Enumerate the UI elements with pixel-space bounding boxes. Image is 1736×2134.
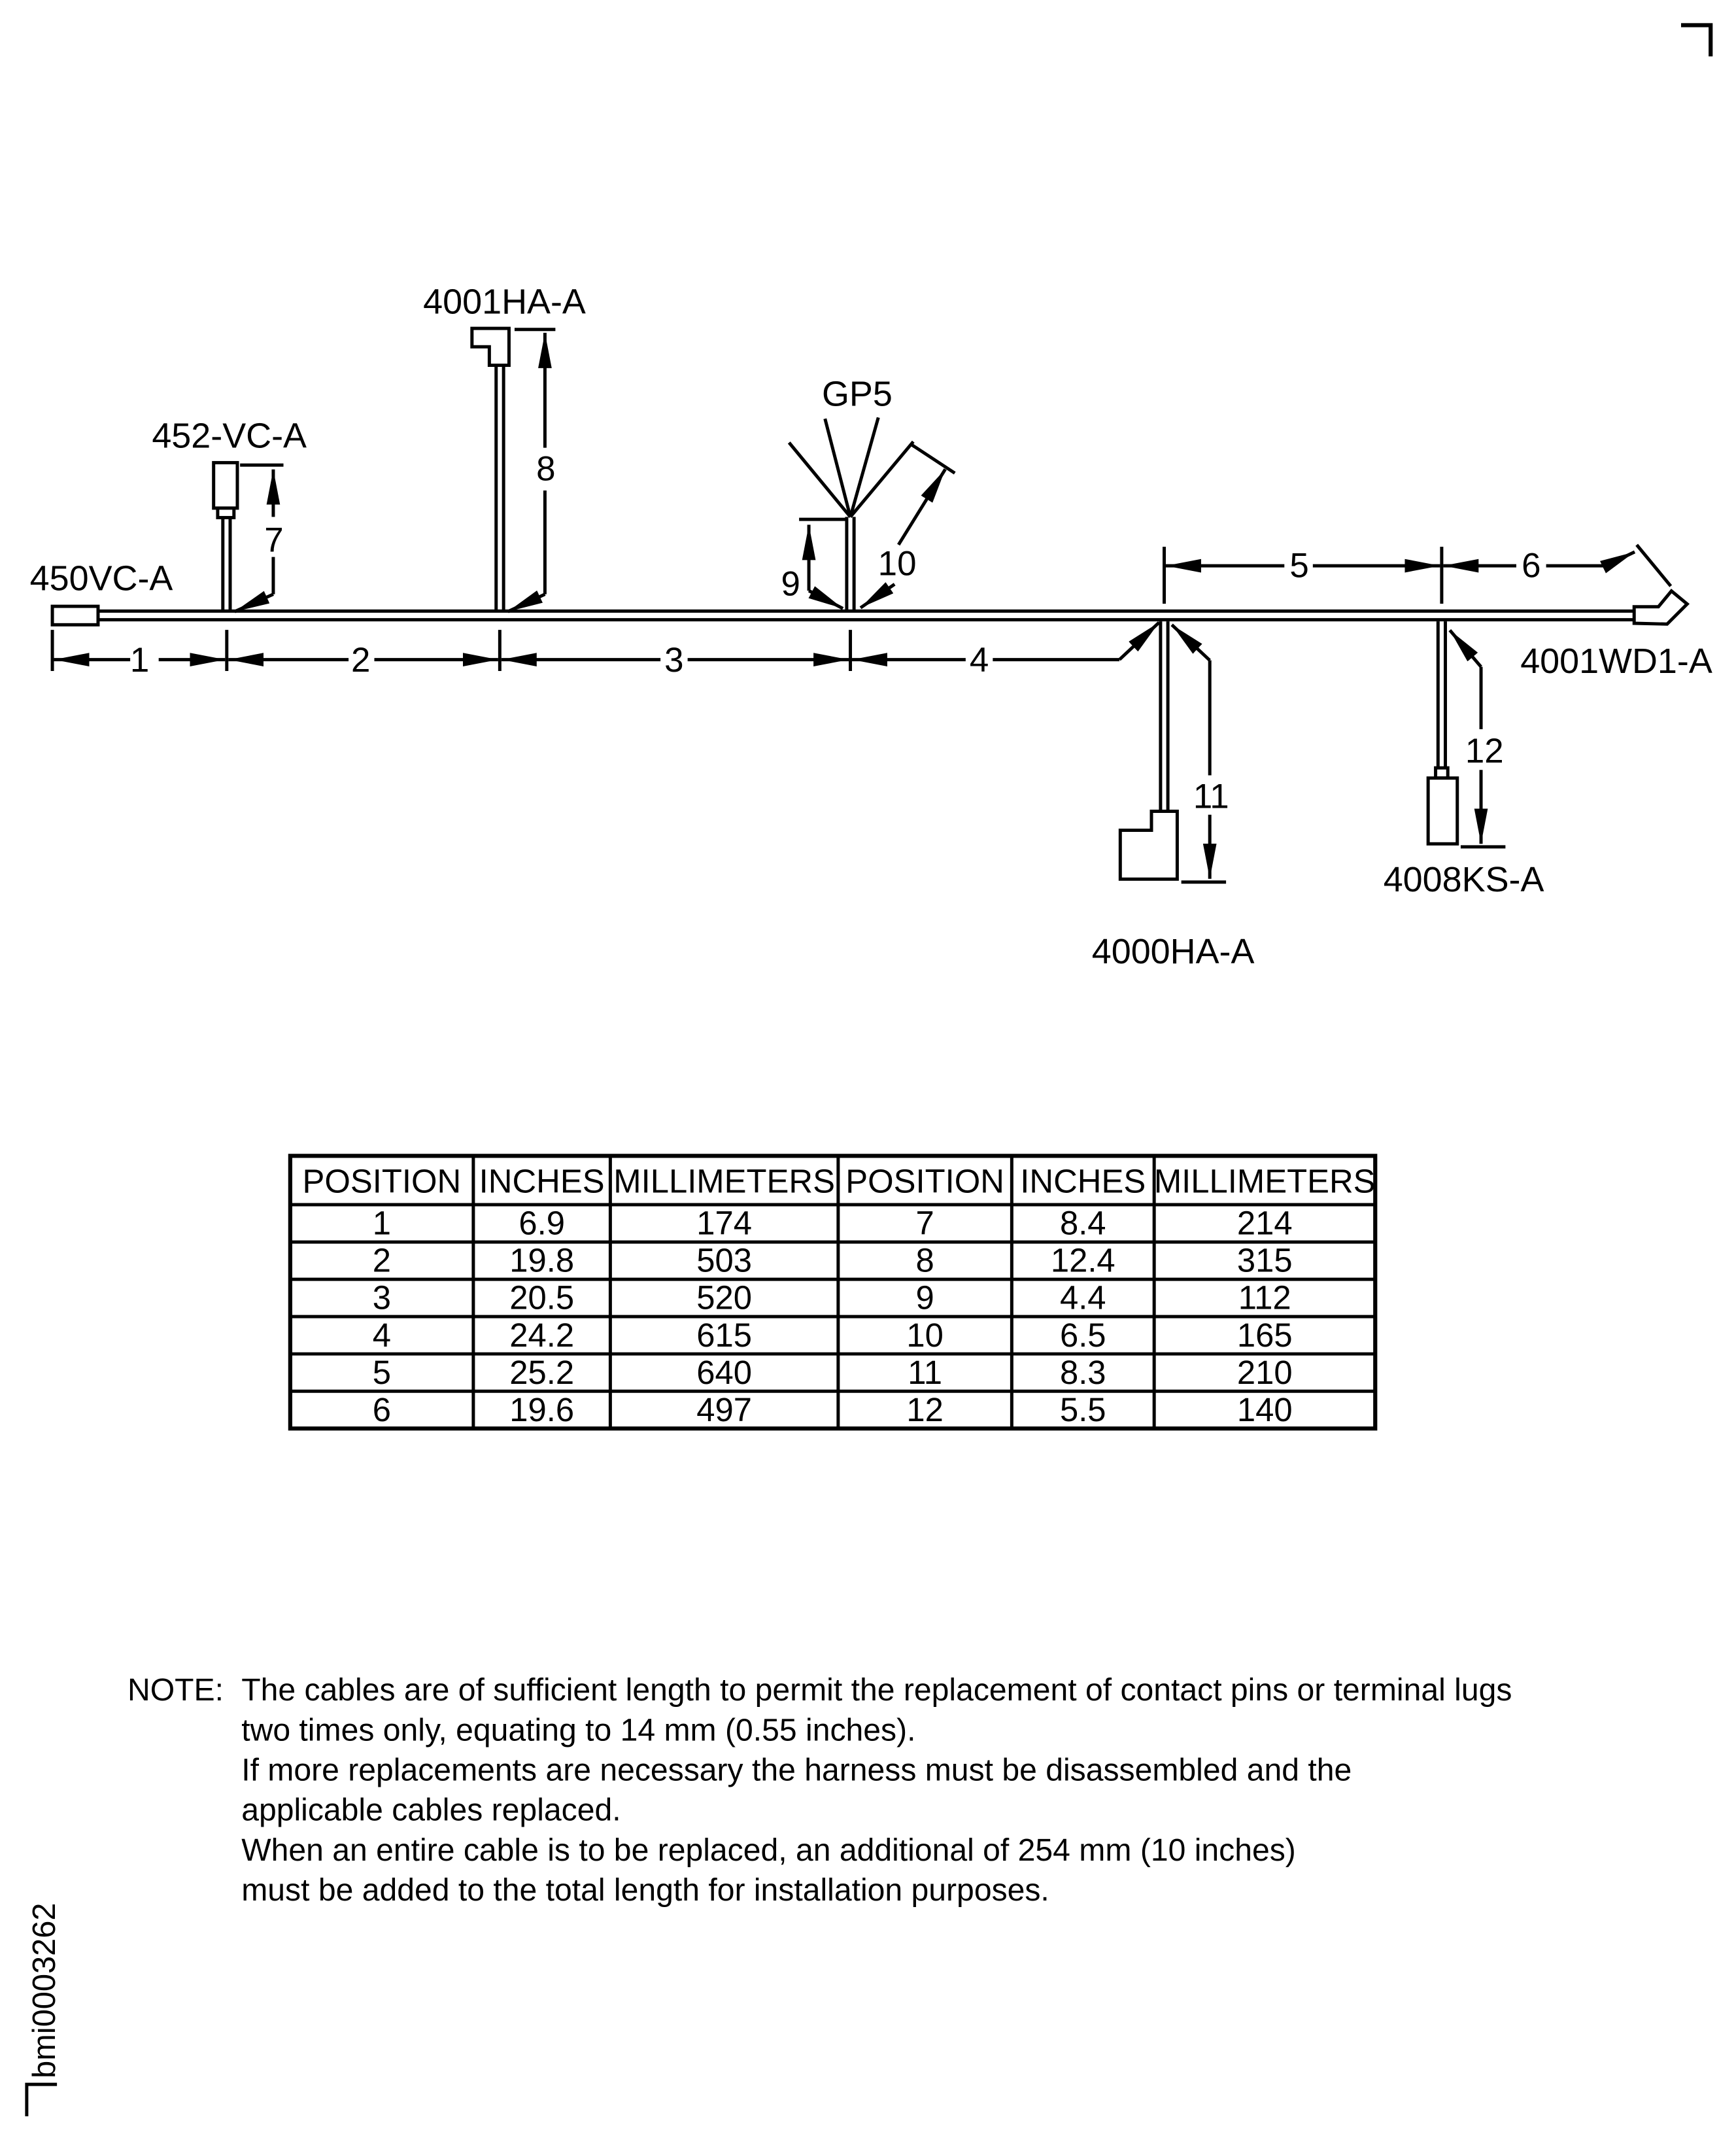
table-header: MILLIMETERS xyxy=(1153,1162,1376,1200)
table-cell: 19.6 xyxy=(509,1390,575,1428)
connector-452vc-crimp xyxy=(218,508,234,518)
label-4001ha: 4001HA-A xyxy=(423,282,586,322)
table-header: INCHES xyxy=(479,1162,605,1200)
table-cell: 503 xyxy=(696,1241,753,1279)
leader-arrow xyxy=(1450,630,1481,667)
branch-gp5 xyxy=(789,417,955,611)
dim-label-10: 10 xyxy=(877,544,917,583)
dim-6-leader xyxy=(1606,552,1635,566)
label-452vc: 452-VC-A xyxy=(152,416,307,456)
connector-4001wd1-boot xyxy=(1634,591,1687,625)
dim-label-7: 7 xyxy=(264,521,284,560)
dim-label-3: 3 xyxy=(664,640,684,680)
table-cell: 12 xyxy=(906,1390,944,1428)
table-cell: 9 xyxy=(915,1279,934,1317)
dim-4-leader xyxy=(1119,623,1159,660)
dim-label-4: 4 xyxy=(969,640,989,680)
label-450vc: 450VC-A xyxy=(29,559,173,598)
table-cell: 640 xyxy=(696,1353,753,1391)
connector-452vc xyxy=(214,462,237,508)
branch-4001ha xyxy=(472,328,509,612)
corner-mark-top-right xyxy=(1681,26,1710,57)
note-block xyxy=(128,1672,1512,1908)
connector-4001ha-elbow xyxy=(472,328,509,365)
table-cell: 520 xyxy=(696,1279,753,1317)
table-cell: 2 xyxy=(372,1241,392,1279)
dim-label-5: 5 xyxy=(1289,546,1309,585)
table-cell: 140 xyxy=(1236,1390,1293,1428)
dim-label-1: 1 xyxy=(129,640,150,680)
table-header: INCHES xyxy=(1020,1162,1146,1200)
connector-450vc xyxy=(52,606,98,625)
label-gp5: GP5 xyxy=(821,374,893,414)
table-cell: 20.5 xyxy=(509,1279,575,1317)
leader-arrow xyxy=(860,584,894,608)
table-cell: 11 xyxy=(908,1353,942,1391)
table-cell: 8 xyxy=(915,1241,934,1279)
table-cell: 6.5 xyxy=(1059,1316,1106,1354)
table-cell: 214 xyxy=(1236,1204,1293,1242)
branch-4008ks xyxy=(1428,621,1457,844)
leader-arrow xyxy=(1172,625,1210,660)
note-line: If more replacements are necessary the harness must be disassembled and the xyxy=(241,1752,1352,1788)
table-cell: 6 xyxy=(372,1390,392,1428)
note-line: two times only, equating to 14 mm (0.55 inches). xyxy=(241,1712,916,1748)
table-cell: 8.4 xyxy=(1059,1204,1106,1242)
label-4000ha: 4000HA-A xyxy=(1091,931,1255,971)
note-line: The cables are of sufficient length to permit the replacement of contact pins or terminal lugs xyxy=(241,1672,1512,1708)
table-cell: 25.2 xyxy=(509,1353,575,1391)
label-4008ks: 4008KS-A xyxy=(1383,859,1544,899)
table-cell: 112 xyxy=(1238,1279,1291,1317)
dimension-9 xyxy=(799,519,845,608)
dimension-chain-upper xyxy=(1165,547,1635,604)
dimension-chain-lower xyxy=(52,623,1159,671)
label-4001wd1: 4001WD1-A xyxy=(1520,641,1712,681)
table-cell: 4 xyxy=(372,1316,392,1354)
connector-4008ks xyxy=(1428,778,1457,844)
table-cell: 315 xyxy=(1236,1241,1293,1279)
dim-label-9: 9 xyxy=(781,564,800,604)
dimension-11 xyxy=(1172,625,1226,882)
table-cell: 19.8 xyxy=(509,1241,575,1279)
table-header: MILLIMETERS xyxy=(613,1162,835,1200)
table-cell: 12.4 xyxy=(1050,1241,1115,1279)
table-cell: 615 xyxy=(696,1316,753,1354)
corner-mark-bottom-left xyxy=(27,2084,57,2116)
table-cell: 10 xyxy=(906,1316,944,1354)
table-cell: 165 xyxy=(1236,1316,1293,1354)
table-cell: 174 xyxy=(696,1204,753,1242)
note-line: When an entire cable is to be replaced, an additional of 254 mm (10 inches) xyxy=(241,1832,1296,1868)
leader-arrow xyxy=(508,594,545,612)
branch-452vc xyxy=(214,462,237,611)
table-cell: 3 xyxy=(372,1279,392,1317)
note-label: NOTE: xyxy=(127,1672,224,1708)
dim-line xyxy=(898,469,945,545)
dim-label-2: 2 xyxy=(351,640,371,680)
table-cell: 1 xyxy=(372,1204,392,1242)
table-header: POSITION xyxy=(845,1162,1004,1200)
table-cell: 5 xyxy=(372,1353,392,1391)
document-id: bmi0003262 xyxy=(27,1902,63,2078)
table-cell: 4.4 xyxy=(1059,1279,1106,1317)
table-header: POSITION xyxy=(302,1162,462,1200)
table-cell: 24.2 xyxy=(509,1316,575,1354)
dim-label-11: 11 xyxy=(1193,777,1229,816)
table-cell: 210 xyxy=(1236,1353,1293,1391)
fan-extension-tick xyxy=(910,443,955,473)
table-cell: 6.9 xyxy=(519,1204,565,1242)
dimension-table xyxy=(290,1156,1376,1428)
note-line: applicable cables replaced. xyxy=(241,1792,621,1828)
dim-label-8: 8 xyxy=(536,449,556,489)
table-cell: 7 xyxy=(915,1204,934,1242)
table-cell: 8.3 xyxy=(1059,1353,1106,1391)
leader-arrow xyxy=(809,591,843,608)
table-cell: 5.5 xyxy=(1059,1390,1106,1428)
connector-4000ha-elbow xyxy=(1120,812,1177,880)
dim-label-12: 12 xyxy=(1465,731,1504,770)
note-line: must be added to the total length for installation purposes. xyxy=(241,1872,1049,1908)
table-cell: 497 xyxy=(696,1390,753,1428)
dim-label-6: 6 xyxy=(1522,546,1541,585)
branch-4000ha xyxy=(1120,621,1177,879)
boot-extension-tick xyxy=(1637,545,1671,586)
leader-arrow xyxy=(235,594,273,612)
